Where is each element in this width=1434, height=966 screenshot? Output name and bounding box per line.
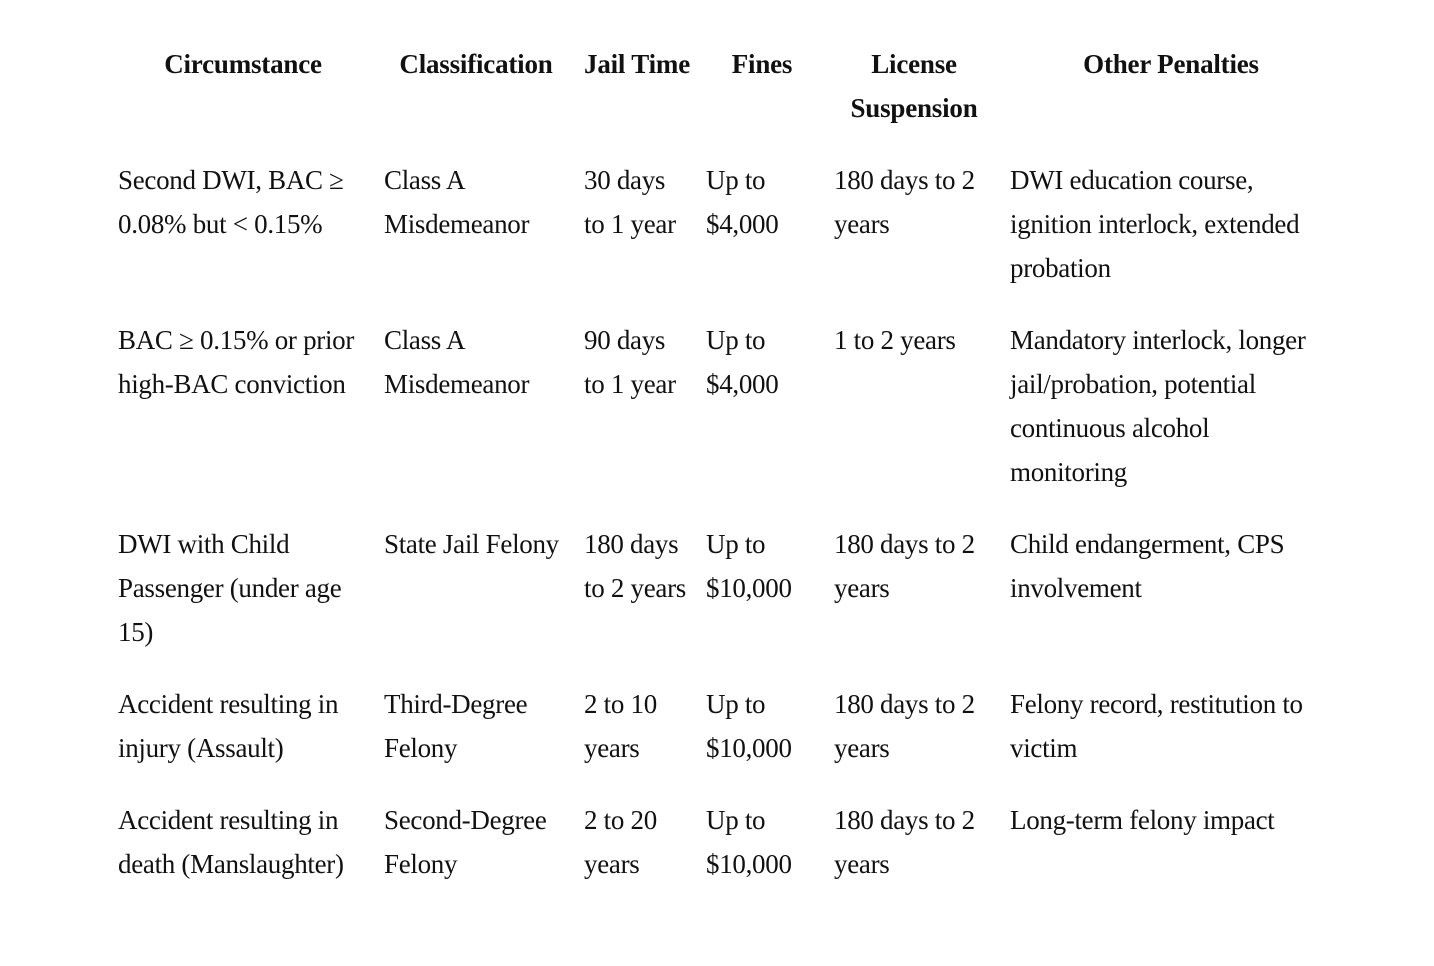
dwi-penalties-table bbox=[110, 42, 1340, 886]
cell-jail-time: 180 days to 2 years bbox=[584, 529, 686, 603]
cell-circumstance: Second DWI, BAC ≥ 0.08% but < 0.15% bbox=[118, 165, 344, 239]
header-circumstance: Circumstance bbox=[164, 49, 322, 79]
header-classification: Classification bbox=[399, 49, 553, 79]
cell-jail-time: 2 to 20 years bbox=[584, 805, 657, 879]
table-row bbox=[110, 158, 1340, 318]
cell-classification: Second-Degree Felony bbox=[384, 805, 547, 879]
cell-license-suspension: 180 days to 2 years bbox=[834, 689, 975, 763]
cell-circumstance: Accident resulting in death (Manslaughter) bbox=[118, 805, 344, 879]
cell-other-penalties: Mandatory interlock, longer jail/probation, potential continuous alcohol monitoring bbox=[1010, 325, 1306, 487]
table-row bbox=[110, 318, 1340, 522]
cell-classification: Class A Misdemeanor bbox=[384, 325, 530, 399]
cell-license-suspension: 1 to 2 years bbox=[834, 325, 956, 355]
cell-fines: Up to $10,000 bbox=[706, 689, 792, 763]
table-row bbox=[110, 682, 1340, 798]
cell-other-penalties: Child endangerment, CPS involvement bbox=[1010, 529, 1285, 603]
cell-license-suspension: 180 days to 2 years bbox=[834, 805, 975, 879]
cell-classification: Third-Degree Felony bbox=[384, 689, 528, 763]
table-header bbox=[110, 42, 1340, 158]
cell-other-penalties: Long-term felony impact bbox=[1010, 805, 1275, 835]
cell-other-penalties: DWI education course, ignition interlock, extended probation bbox=[1010, 165, 1300, 283]
table-body bbox=[110, 158, 1340, 886]
cell-license-suspension: 180 days to 2 years bbox=[834, 165, 975, 239]
header-license-suspension: License Suspension bbox=[850, 49, 978, 123]
cell-circumstance: DWI with Child Passenger (under age 15) bbox=[118, 529, 342, 647]
header-jail-time: Jail Time bbox=[584, 49, 690, 79]
header-other-penalties: Other Penalties bbox=[1083, 49, 1259, 79]
cell-jail-time: 90 days to 1 year bbox=[584, 325, 676, 399]
header-row bbox=[110, 42, 1340, 158]
cell-fines: Up to $4,000 bbox=[706, 325, 779, 399]
cell-jail-time: 30 days to 1 year bbox=[584, 165, 676, 239]
cell-circumstance: BAC ≥ 0.15% or prior high-BAC conviction bbox=[118, 325, 355, 399]
cell-other-penalties: Felony record, restitution to victim bbox=[1010, 689, 1303, 763]
table-row bbox=[110, 798, 1340, 886]
cell-classification: State Jail Felony bbox=[384, 529, 559, 559]
cell-fines: Up to $4,000 bbox=[706, 165, 779, 239]
header-fines: Fines bbox=[731, 49, 793, 79]
table-row bbox=[110, 522, 1340, 682]
cell-classification: Class A Misdemeanor bbox=[384, 165, 530, 239]
cell-fines: Up to $10,000 bbox=[706, 529, 792, 603]
cell-jail-time: 2 to 10 years bbox=[584, 689, 657, 763]
cell-fines: Up to $10,000 bbox=[706, 805, 792, 879]
cell-circumstance: Accident resulting in injury (Assault) bbox=[118, 689, 339, 763]
cell-license-suspension: 180 days to 2 years bbox=[834, 529, 975, 603]
